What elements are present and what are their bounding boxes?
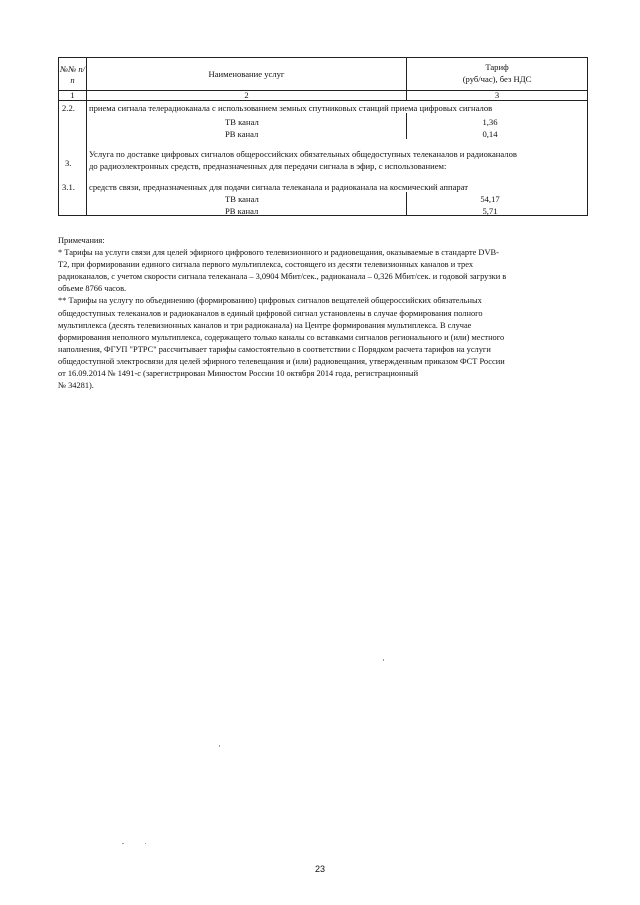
table-col1-divider [86, 57, 87, 216]
note2-line: ** Тарифы на услугу по объединению (формированию) цифровых сигналов вещателей общероссийских обязательных [58, 296, 482, 306]
note1-line: Т2, при формировании единого сигнала первого мультиплекса, состоящего из десяти телевизионных каналов и трех [58, 260, 474, 270]
scan-speck [145, 843, 146, 844]
row-num-3: 3. [65, 158, 72, 168]
row-sub-tv-2-2: ТВ канал [225, 117, 259, 127]
table-top-border [58, 57, 588, 58]
header-num: №№ п/п [59, 64, 86, 85]
note2-line: от 16.09.2014 № 1491-с (зарегистрирован Минюстом России 10 октября 2014 года, регистрационный [58, 369, 419, 379]
header-service-name: Наименование услуг [208, 69, 285, 79]
note2-line: наполнения, ФГУП "РТРС" рассчитывает тарифы самостоятельно в соответствии с Порядком расчета тарифов на услуги [58, 344, 491, 354]
scan-speck [219, 745, 220, 747]
row-text-3-line1: Услуга по доставке цифровых сигналов общероссийских обязательных общедоступных телеканалов и радиоканалов [89, 149, 517, 159]
column-number-3: 3 [494, 90, 500, 100]
header-tariff-line1: Тариф [485, 62, 509, 72]
row-sub-rv-3-1: РВ канал [225, 206, 259, 216]
header-tariff-line2: (руб/час), без НДС [462, 74, 532, 84]
row-text-2-2: приема сигнала телерадиоканала с использованием земных спутниковых станций приема цифровых сигналов [89, 103, 493, 113]
scan-speck [122, 843, 124, 844]
table-colnum-bottom-border [58, 100, 588, 101]
row-num-3-1: 3.1. [62, 182, 75, 192]
row-num-2-2: 2.2. [62, 103, 75, 113]
row-sub-rv-2-2: РВ канал [225, 129, 259, 139]
row-text-3-1: средств связи, предназначенных для подачи сигнала телеканала и радиоканала на космический аппарат [89, 182, 469, 192]
row-tariff-rv-3-1: 5,71 [482, 206, 498, 216]
row-text-3-line2: до радиоэлектронных средств, предназначенных для передачи сигнала в эфир, с использованием: [89, 161, 447, 171]
note1-line: объеме 8766 часов. [58, 284, 127, 294]
row-sub-tv-3-1: ТВ канал [225, 194, 259, 204]
scan-speck [383, 659, 384, 661]
note1-line: * Тарифы на услуги связи для целей эфирного цифрового телевизионного и радиовещания, оказываемые в стандарте DVB- [58, 248, 499, 258]
column-number-2: 2 [244, 90, 249, 100]
row-tariff-tv-2-2: 1,36 [482, 117, 498, 127]
row-tariff-rv-2-2: 0,14 [482, 129, 498, 139]
note2-line: формирования неполного мультиплекса, содержащего только каналы со вставками сигналов регионального и (или) местного [58, 332, 505, 342]
note2-line: общедоступных телеканалов и радиоканалов в единый цифровой сигнал установлены в случае формирования полного [58, 308, 483, 318]
note1-line: радиоканалов, с учетом скорости сигнала телеканала – 3,0904 Мбит/сек., радиоканала – 0,326 Мбит/сек. и годовой загрузки в [58, 272, 507, 282]
note2-line: общедоступной электросвязи для целей эфирного телевещания и (или) радиовещания, утвержденным приказом ФСТ России [58, 356, 505, 366]
note2-line: мультиплекса (десять телевизионных каналов и три радиоканала) на Центре формирования мультиплекса. В случае [58, 320, 472, 330]
notes-section [58, 235, 588, 392]
note2-line: № 34281). [58, 381, 94, 391]
table-right-border [587, 57, 588, 216]
notes-title: Примечания: [58, 236, 105, 245]
column-number-1: 1 [70, 90, 75, 100]
page-number: 23 [314, 864, 325, 874]
row-tariff-tv-3-1: 54,17 [480, 194, 500, 204]
